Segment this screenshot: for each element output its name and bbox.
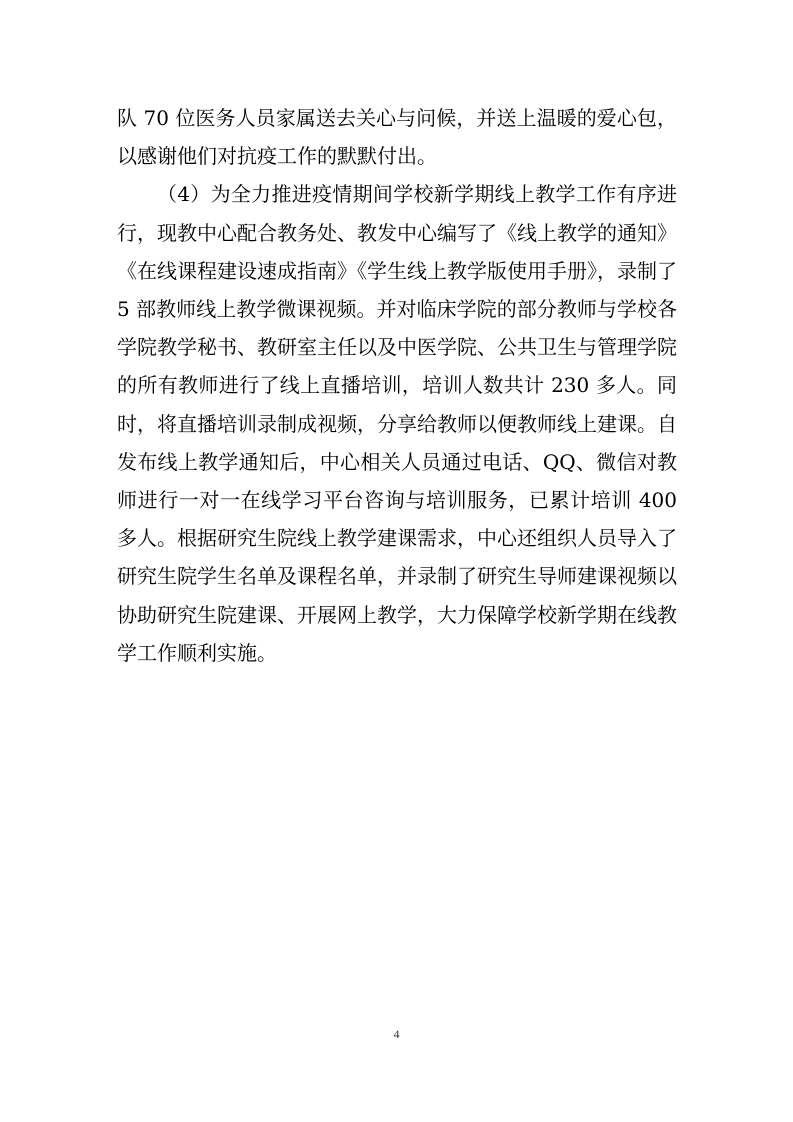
body-text xyxy=(117,99,677,672)
paragraph-continuation: 队 70 位医务人员家属送去关心与问候，并送上温暖的爱心包，以感谢他们对抗疫工作的默默付出。 xyxy=(117,106,677,169)
page-number: 4 xyxy=(393,1027,400,1041)
paragraph-item-4: （4）为全力推进疫情期间学校新学期线上教学工作有序进行，现教中心配合教务处、教发中心编写了《线上教学的通知》《在线课程建设速成指南》《学生线上教学版使用手册》，录制了 5 部教师线上教学微课视频。并对临床学院的部分教师与学校各学院教学秘书、教研室主任以及中医学院、公共卫生与管理学院的所有教师进行了线上直播培训，培训人数共计 230 多人。同时，将直播培训录制成视频，分享给教师以便教师线上建课。自发布线上教学通知后，中心相关人员通过电话、QQ、微信对教师进行一对一在线学习平台咨询与培训服务，已累计培训 400 多人。根据研究生院线上教学建课需求，中心还组织人员导入了研究生院学生名单及课程名单，并录制了研究生导师建课视频以协助研究生院建课、开展网上教学，大力保障学校新学期在线教学工作顺利实施。 xyxy=(117,182,677,665)
